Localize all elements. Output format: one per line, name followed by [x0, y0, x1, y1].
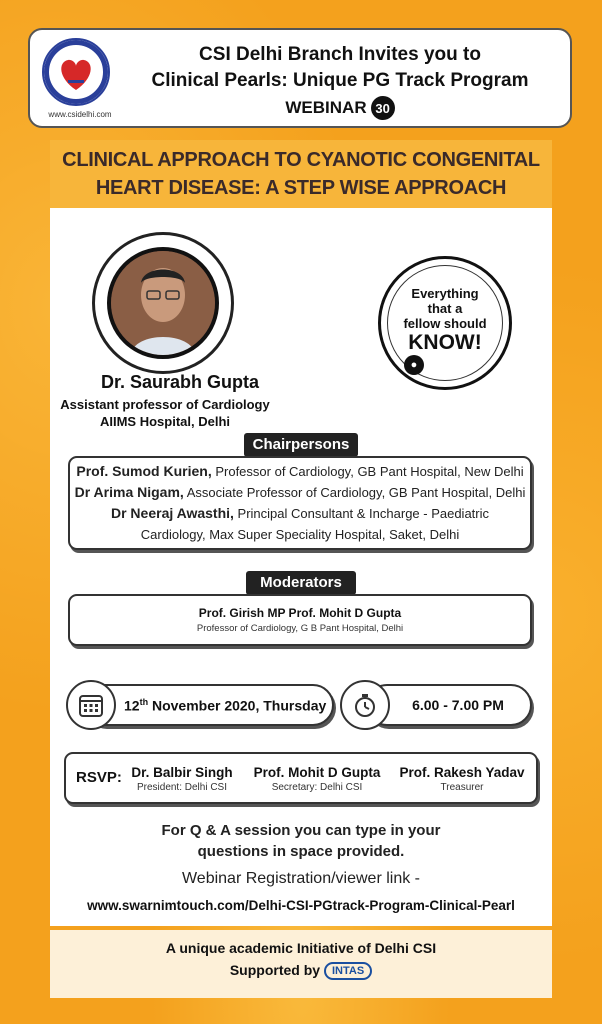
footer-band	[50, 930, 552, 998]
rsvp-label: RSVP:	[76, 769, 122, 786]
title-line-2: HEART DISEASE: A STEP WISE APPROACH	[95, 177, 507, 199]
bubble-line-3: fellow should	[403, 316, 487, 331]
webinar-number-badge: 30	[371, 96, 395, 120]
chairperson-2-desc: Associate Professor of Cardiology, GB Pant Hospital, Delhi	[186, 485, 526, 500]
header-line-2: Clinical Pearls: Unique PG Track Program	[151, 70, 529, 91]
supported-by-text: Supported by	[229, 962, 321, 978]
rsvp-person-2-name: Prof. Mohit D Gupta	[253, 765, 381, 780]
moderator-names: Prof. Girish MP Prof. Mohit D Gupta	[198, 606, 402, 620]
speaker-institution: AIIMS Hospital, Delhi	[99, 414, 230, 429]
chairperson-2-name: Dr Arima Nigam,	[74, 484, 184, 500]
qa-line-2: questions in space provided.	[197, 843, 405, 860]
rsvp-person-3	[392, 765, 532, 793]
header-line-1: CSI Delhi Branch Invites you to	[199, 44, 481, 65]
moderators-label: Moderators	[246, 571, 356, 595]
chairpersons-box	[68, 456, 532, 550]
everything-bubble	[378, 256, 512, 390]
chairpersons-label: Chairpersons	[244, 433, 358, 457]
bubble-line-2: that a	[427, 301, 463, 316]
csi-logo	[42, 38, 110, 106]
title-line-1: CLINICAL APPROACH TO CYANOTIC CONGENITAL	[62, 149, 540, 171]
speaker-name: Dr. Saurabh Gupta	[100, 372, 260, 392]
chairperson-3	[70, 503, 530, 524]
stopwatch-icon	[340, 680, 390, 730]
rsvp-person-1-name: Dr. Balbir Singh	[131, 765, 233, 780]
rsvp-person-3-role: Treasurer	[440, 782, 484, 793]
speaker-portrait-icon	[111, 251, 215, 355]
chairperson-3-desc: Principal Consultant & Incharge - Paediatric	[237, 506, 490, 521]
header-box	[28, 28, 572, 128]
footer-line-1: A unique academic Initiative of Delhi CSI	[165, 940, 437, 956]
registration-link[interactable]: www.swarnimtouch.com/Delhi-CSI-PGtrack-Program-Clinical-Pearl	[87, 898, 515, 913]
speaker-photo	[107, 247, 219, 359]
title-band	[50, 140, 552, 208]
date-suffix: th	[139, 696, 149, 707]
speaker-photo-frame	[92, 232, 234, 374]
date-day: 12	[124, 697, 140, 714]
webinar-row	[120, 96, 560, 120]
footer-line-2	[50, 962, 552, 980]
bubble-line-1: Everything	[411, 286, 479, 301]
webinar-label: WEBINAR	[285, 98, 367, 117]
event-time: 6.00 - 7.00 PM	[412, 697, 504, 713]
date-box	[84, 684, 334, 726]
calendar-icon	[66, 680, 116, 730]
chairperson-3-extra: Cardiology, Max Super Speciality Hospital, Saket, Delhi	[140, 527, 460, 542]
moderator-role: Professor of Cardiology, G B Pant Hospital, Delhi	[196, 623, 404, 634]
qa-line-1: For Q & A session you can type in your	[161, 822, 441, 839]
chairperson-3-name: Dr Neeraj Awasthi,	[110, 505, 234, 521]
rsvp-person-3-name: Prof. Rakesh Yadav	[399, 765, 525, 780]
chairperson-1	[70, 461, 530, 482]
rsvp-person-2-role: Secretary: Delhi CSI	[271, 782, 363, 793]
chairperson-2	[70, 482, 530, 503]
rsvp-person-1-role: President: Delhi CSI	[136, 782, 228, 793]
logo-url: www.csidelhi.com	[48, 110, 112, 119]
speaker-role: Assistant professor of Cardiology	[60, 397, 270, 412]
heart-logo-icon	[44, 40, 108, 104]
event-date	[124, 697, 326, 714]
intas-logo: INTAS	[324, 962, 372, 980]
time-box	[366, 684, 532, 726]
lightbulb-icon: ●	[404, 355, 424, 375]
chairperson-1-name: Prof. Sumod Kurien,	[76, 463, 212, 479]
rsvp-person-1	[124, 765, 240, 793]
moderators-box	[68, 594, 532, 646]
header-text	[120, 42, 560, 120]
bubble-line-4: KNOW!	[408, 331, 482, 354]
date-rest: November 2020, Thursday	[148, 697, 327, 714]
registration-label: Webinar Registration/viewer link -	[181, 870, 420, 887]
chairperson-1-desc: Professor of Cardiology, GB Pant Hospital, New Delhi	[215, 464, 524, 479]
rsvp-person-2	[246, 765, 388, 793]
